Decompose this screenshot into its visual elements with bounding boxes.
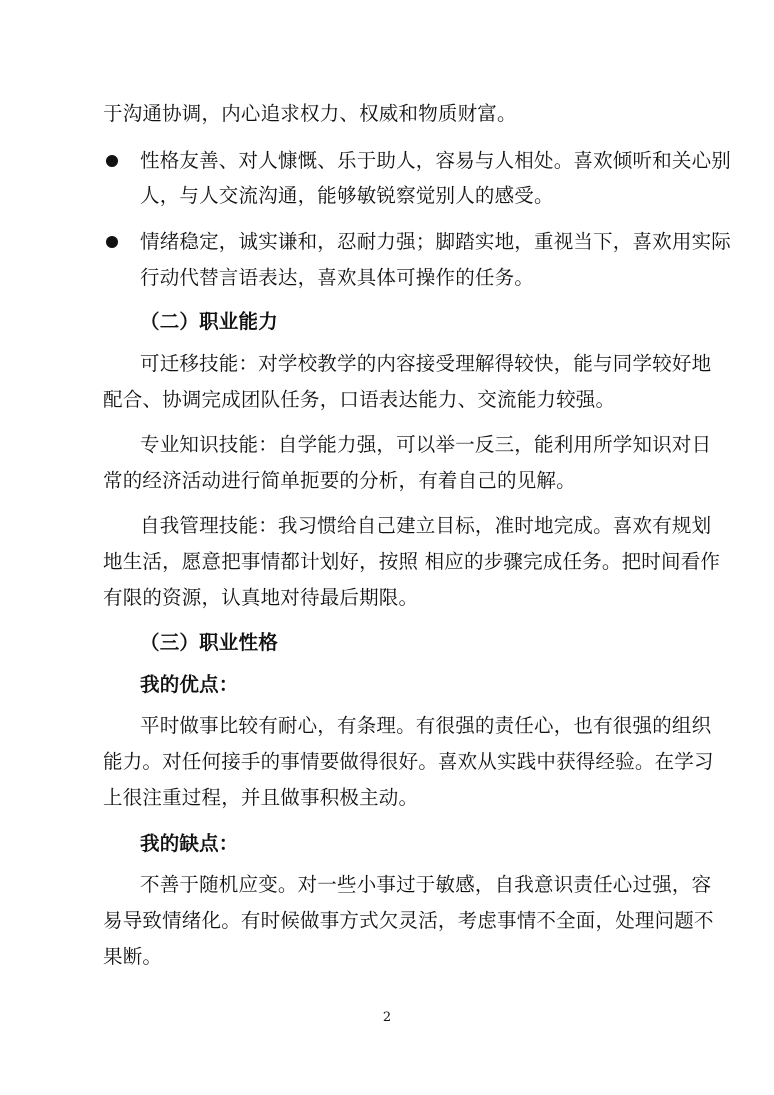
page-number: 2 (382, 1010, 392, 1025)
bullet-2-line-1: 情绪稳定，诚实谦和，忍耐力强；脚踏实地，重视当下，喜欢用实际 (140, 230, 732, 253)
continued-text-line: 于沟通协调，内心追求权力、权威和物质财富。 (103, 102, 517, 125)
bullet-icon (106, 236, 118, 248)
weaknesses-line-1: 不善于随机应变。对一些小事过于敏感，自我意识责任心过强，容 (140, 873, 712, 896)
weaknesses-line-2: 易导致情绪化。有时候做事方式欠灵活，考虑事情不全面，处理问题不 (103, 909, 714, 932)
bullet-icon (106, 155, 118, 167)
self-management-line-2: 地生活，愿意把事情都计划好，按照 相应的步骤完成任务。把时间看作 (103, 550, 721, 573)
section-heading-career-ability: （二）职业能力 (140, 310, 278, 333)
self-management-line-1: 自我管理技能：我习惯给自己建立目标，准时地完成。喜欢有规划 (140, 514, 712, 537)
bullet-1-line-2: 人，与人交流沟通，能够敏锐察觉别人的感受。 (140, 184, 554, 207)
professional-skills-line-1: 专业知识技能：自学能力强，可以举一反三，能利用所学知识对日 (140, 433, 712, 456)
bullet-2-line-2: 行动代替言语表达，喜欢具体可操作的任务。 (140, 266, 535, 289)
transferable-skills-line-1: 可迁移技能：对学校教学的内容接受理解得较快，能与同学较好地 (140, 352, 712, 375)
self-management-line-3: 有限的资源，认真地对待最后期限。 (103, 586, 419, 609)
weaknesses-line-3: 果断。 (103, 945, 163, 968)
strengths-line-3: 上很注重过程，并且做事积极主动。 (103, 786, 419, 809)
strengths-line-1: 平时做事比较有耐心，有条理。有很强的责任心，也有很强的组织 (140, 714, 712, 737)
strengths-line-2: 能力。对任何接手的事情要做得很好。喜欢从实践中获得经验。在学习 (103, 750, 714, 773)
professional-skills-line-2: 常的经济活动进行简单扼要的分析，有着自己的见解。 (103, 469, 576, 492)
bullet-1-line-1: 性格友善、对人慷慨、乐于助人，容易与人相处。喜欢倾听和关心别 (140, 149, 732, 172)
section-heading-career-personality: （三）职业性格 (140, 631, 278, 654)
strengths-label: 我的优点： (140, 673, 239, 696)
weaknesses-label: 我的缺点： (140, 832, 239, 855)
transferable-skills-line-2: 配合、协调完成团队任务，口语表达能力、交流能力较强。 (103, 388, 616, 411)
